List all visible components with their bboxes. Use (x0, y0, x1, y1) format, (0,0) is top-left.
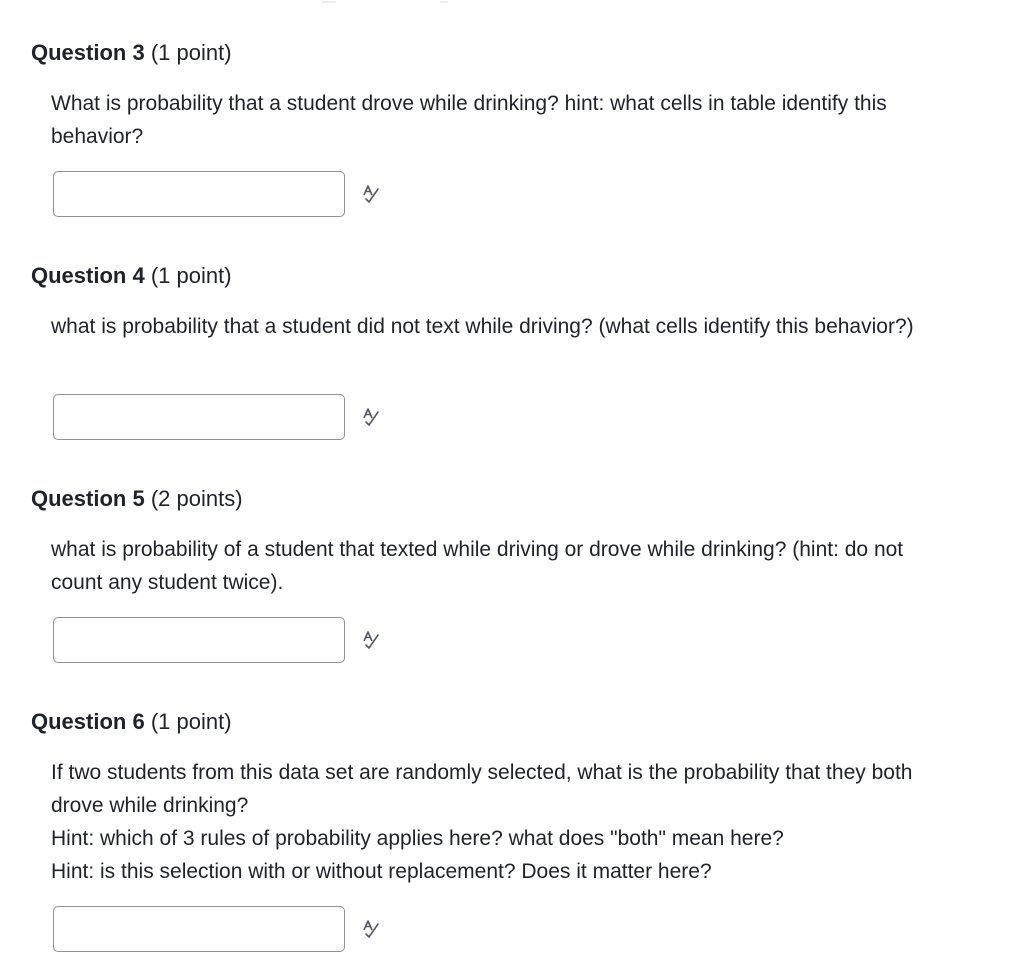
spellcheck-icon[interactable] (361, 919, 381, 939)
question-points: (2 points) (150, 486, 243, 511)
question-text-line: What is probability that a student drove while drinking? hint: what cells in table identify this behavior? (51, 92, 887, 148)
answer-row (53, 394, 381, 440)
question-text-line: If two students from this data set are randomly selected, what is the probability that they both drove while drinking? (51, 761, 913, 817)
answer-input[interactable] (53, 171, 345, 217)
answer-row (53, 906, 381, 952)
answer-row (53, 171, 381, 217)
question-5 (31, 485, 991, 599)
question-4 (31, 262, 991, 343)
answer-input[interactable] (53, 906, 345, 952)
question-text-line: what is probability that a student did not text while driving? (what cells identify this behavior?) (51, 315, 914, 338)
question-header (31, 262, 991, 290)
question-points: (1 point) (150, 263, 232, 288)
question-text (51, 533, 931, 599)
answer-row (53, 617, 381, 663)
question-points: (1 point) (150, 40, 232, 65)
question-header (31, 485, 991, 513)
question-header (31, 708, 991, 736)
question-hint-line: Hint: is this selection with or without replacement? Does it matter here? (51, 860, 712, 883)
question-title: Question 6 (31, 709, 145, 734)
question-3 (31, 39, 991, 153)
question-hint-line: Hint: which of 3 rules of probability applies here? what does "both" mean here? (51, 827, 784, 850)
question-title: Question 5 (31, 486, 145, 511)
question-header (31, 39, 991, 67)
question-title: Question 3 (31, 40, 145, 65)
answer-input[interactable] (53, 617, 345, 663)
cut-off-content (0, 0, 1024, 6)
question-points: (1 point) (150, 709, 232, 734)
spellcheck-icon[interactable] (361, 630, 381, 650)
question-text (51, 310, 931, 343)
answer-input[interactable] (53, 394, 345, 440)
spellcheck-icon[interactable] (361, 407, 381, 427)
question-text-line: what is probability of a student that texted while driving or drove while drinking? (hint: do not count any student twice). (51, 538, 904, 594)
question-6 (31, 708, 991, 888)
question-title: Question 4 (31, 263, 145, 288)
spellcheck-icon[interactable] (361, 184, 381, 204)
question-text (51, 756, 931, 888)
question-text (51, 87, 931, 153)
